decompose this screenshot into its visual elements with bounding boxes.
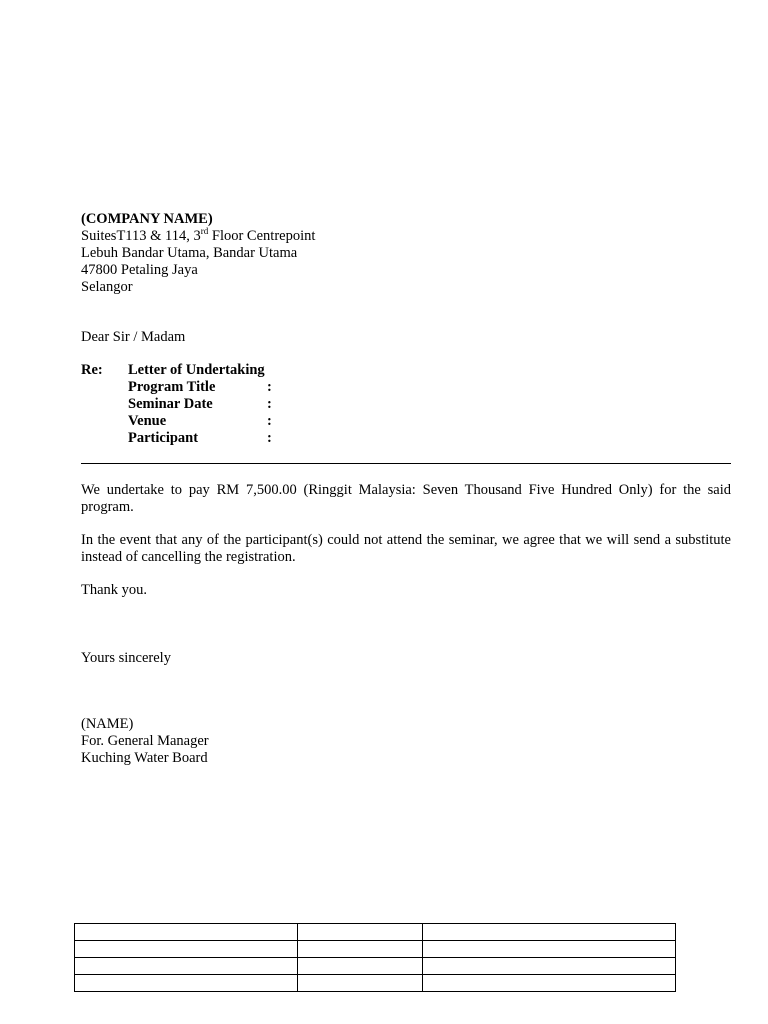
table-cell bbox=[423, 975, 676, 992]
re-field-label: Program Title bbox=[128, 379, 216, 395]
re-field-label: Seminar Date bbox=[128, 396, 213, 412]
footer-table bbox=[74, 923, 676, 992]
body-paragraph-1: We undertake to pay RM 7,500.00 (Ringgit Malaysia: Seven Thousand Five Hundred Only) for the said program. bbox=[81, 482, 731, 515]
address-line-4: Selangor bbox=[81, 279, 133, 295]
re-field-colon: : bbox=[267, 413, 272, 429]
signatory-title: For. General Manager bbox=[81, 733, 209, 749]
table-row bbox=[75, 958, 676, 975]
table-cell bbox=[75, 924, 298, 941]
thank-you-text: Thank you. bbox=[81, 582, 148, 598]
signatory-name: (NAME) bbox=[81, 716, 134, 732]
signatory-organization: Kuching Water Board bbox=[81, 750, 208, 766]
re-field-label: Participant bbox=[128, 430, 199, 446]
re-field-seminar-date bbox=[128, 396, 272, 413]
re-label: Re: bbox=[81, 362, 103, 378]
re-subject: Letter of Undertaking bbox=[128, 362, 265, 378]
closing-text: Yours sincerely bbox=[81, 650, 171, 666]
re-block bbox=[128, 362, 272, 447]
table-cell bbox=[298, 958, 423, 975]
body-paragraph-2: In the event that any of the participant(s) could not attend the seminar, we agree that we will send a substitute instead of cancelling the registration. bbox=[81, 532, 731, 565]
table-cell bbox=[298, 924, 423, 941]
table-cell bbox=[75, 958, 298, 975]
re-field-colon: : bbox=[267, 396, 272, 412]
table-cell bbox=[298, 975, 423, 992]
address-line-1-main: SuitesT113 & 114, 3 bbox=[81, 228, 201, 244]
table-row bbox=[75, 941, 676, 958]
address-line-3: 47800 Petaling Jaya bbox=[81, 262, 198, 278]
re-field-program-title bbox=[128, 379, 272, 396]
re-field-venue bbox=[128, 413, 272, 430]
re-field-participant bbox=[128, 430, 272, 447]
table-row bbox=[75, 975, 676, 992]
table-cell bbox=[75, 941, 298, 958]
re-field-colon: : bbox=[267, 430, 272, 446]
table-cell bbox=[298, 941, 423, 958]
salutation: Dear Sir / Madam bbox=[81, 329, 186, 345]
address-line-1 bbox=[81, 228, 315, 245]
horizontal-divider bbox=[81, 463, 731, 464]
address-line-1-superscript: rd bbox=[200, 226, 209, 237]
table-row bbox=[75, 924, 676, 941]
address-line-2: Lebuh Bandar Utama, Bandar Utama bbox=[81, 245, 298, 261]
company-name: (COMPANY NAME) bbox=[81, 211, 213, 227]
table-cell bbox=[75, 975, 298, 992]
re-field-colon: : bbox=[267, 379, 272, 395]
address-line-1-tail: Floor Centrepoint bbox=[208, 228, 316, 244]
table-cell bbox=[423, 941, 676, 958]
table-cell bbox=[423, 958, 676, 975]
table-cell bbox=[423, 924, 676, 941]
re-field-label: Venue bbox=[128, 413, 167, 429]
